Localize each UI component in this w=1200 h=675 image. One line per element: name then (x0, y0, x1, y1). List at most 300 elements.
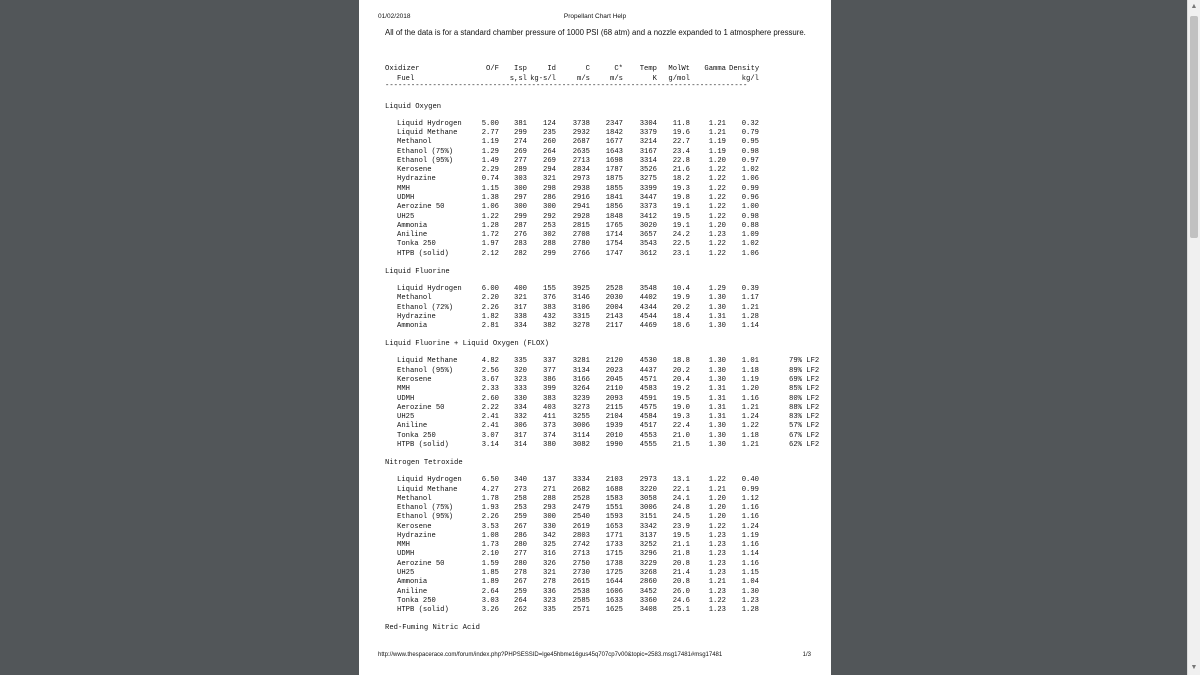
cell-gamma: 1.20 (708, 156, 726, 165)
cell-molwt: 21.1 (672, 541, 690, 550)
cell-density: 1.04 (741, 578, 759, 587)
cell-temp: 4555 (639, 440, 657, 449)
cell-isp: 314 (514, 440, 527, 449)
table-row (385, 485, 759, 495)
cell-temp: 3268 (639, 569, 657, 578)
scrollbar-thumb[interactable] (1190, 16, 1198, 238)
cell-fuel: Ammonia (397, 322, 428, 331)
header-cstar-unit: m/s (610, 74, 623, 83)
cell-id: 235 (543, 129, 556, 138)
table-row (385, 138, 759, 147)
cell-isp: 269 (514, 147, 527, 156)
cell-molwt: 22.8 (672, 156, 690, 165)
cell-cstar: 1754 (605, 240, 623, 249)
cell-id: 432 (543, 312, 556, 321)
cell-of: 3.03 (481, 596, 499, 605)
cell-molwt: 20.8 (672, 559, 690, 568)
cell-of: 2.64 (481, 587, 499, 596)
cell-id: 321 (543, 569, 556, 578)
table-row (385, 221, 759, 231)
cell-temp: 3304 (639, 119, 657, 128)
header-id: Id (547, 65, 556, 73)
cell-of: 2.12 (481, 249, 499, 258)
cell-cstar: 1787 (605, 166, 623, 175)
cell-molwt: 19.5 (672, 531, 690, 540)
cell-id: 253 (543, 221, 556, 230)
table-row (385, 422, 820, 431)
cell-isp: 277 (514, 550, 527, 559)
cell-c: 2780 (572, 240, 590, 249)
cell-molwt: 21.5 (672, 440, 690, 449)
cell-molwt: 21.8 (672, 550, 690, 559)
cell-temp: 3252 (639, 541, 657, 550)
cell-gamma: 1.29 (708, 285, 726, 293)
cell-c: 3264 (572, 385, 590, 394)
cell-temp: 3543 (639, 240, 657, 249)
cell-gamma: 1.23 (708, 550, 726, 559)
cell-temp: 2973 (639, 476, 657, 485)
cell-gamma: 1.30 (708, 366, 726, 375)
cell-temp: 4469 (639, 322, 657, 331)
cell-id: 325 (543, 541, 556, 550)
section-title: Liquid Fluorine (385, 268, 450, 276)
cell-fuel: Tonka 250 (397, 431, 436, 440)
cell-of: 1.85 (481, 569, 499, 578)
cell-density: 0.88 (741, 221, 759, 230)
cell-molwt: 18.4 (672, 312, 690, 321)
header-c-unit: m/s (577, 74, 590, 83)
cell-c: 2730 (572, 569, 590, 578)
cell-of: 1.28 (481, 221, 499, 230)
cell-molwt: 19.9 (672, 294, 690, 303)
cell-temp: 4571 (639, 375, 657, 384)
cell-id: 321 (543, 175, 556, 184)
header-temp-unit: K (652, 74, 657, 83)
cell-id: 374 (543, 431, 556, 440)
cell-temp: 3006 (639, 504, 657, 513)
cell-c: 2916 (572, 194, 590, 203)
cell-temp: 4584 (639, 413, 657, 422)
table-row (385, 578, 759, 587)
cell-c: 3281 (572, 357, 590, 366)
cell-of: 2.20 (481, 294, 499, 303)
cell-temp: 3379 (639, 129, 657, 138)
cell-gamma: 1.23 (708, 606, 726, 615)
cell-temp: 3526 (639, 166, 657, 175)
cell-molwt: 23.9 (672, 522, 690, 531)
table-row (385, 240, 759, 249)
table-row (385, 303, 759, 313)
cell-density: 0.97 (741, 156, 759, 165)
table-row (385, 385, 820, 394)
header-isp-unit: s,sl (509, 74, 527, 83)
cell-isp: 330 (514, 394, 527, 403)
cell-molwt: 18.2 (672, 175, 690, 184)
cell-isp: 317 (514, 303, 527, 312)
cell-note: 89% LF2 (789, 366, 820, 375)
cell-density: 1.30 (741, 587, 759, 596)
cell-temp: 4575 (639, 403, 657, 412)
footer-url: http://www.thespacerace.com/forum/index.php?PHPSESSID=lge45hbme16gus45q707cp7v00&topic=2583.msg17481#msg17481 (378, 652, 723, 658)
cell-molwt: 23.4 (672, 147, 690, 156)
cell-isp: 300 (514, 203, 527, 212)
cell-id: 382 (543, 322, 556, 331)
cell-cstar: 1688 (605, 485, 623, 494)
table-row (385, 394, 820, 404)
table-row (385, 403, 820, 413)
cell-gamma: 1.30 (708, 294, 726, 303)
cell-isp: 323 (514, 375, 527, 384)
cell-cstar: 1593 (605, 513, 623, 522)
section-title: Liquid Oxygen (385, 102, 442, 111)
cell-temp: 3452 (639, 587, 657, 596)
table-row (385, 231, 759, 240)
cell-gamma: 1.31 (708, 403, 726, 412)
document-page (359, 0, 831, 675)
cell-cstar: 2120 (605, 357, 623, 366)
cell-of: 2.10 (481, 550, 499, 559)
table-row (385, 413, 820, 422)
cell-c: 3239 (572, 394, 590, 403)
table-row (385, 203, 759, 212)
cell-molwt: 24.2 (672, 231, 690, 240)
cell-density: 1.19 (741, 375, 759, 384)
cell-cstar: 1856 (605, 203, 623, 212)
cell-id: 260 (543, 138, 556, 147)
cell-temp: 3342 (639, 522, 657, 531)
cell-cstar: 2010 (605, 431, 623, 440)
cell-molwt: 11.8 (672, 119, 690, 128)
table-row (385, 294, 759, 303)
cell-density: 1.22 (741, 422, 759, 431)
cell-density: 1.16 (741, 394, 759, 403)
header-molwt: MolWt (668, 65, 690, 73)
table-sections (385, 102, 820, 634)
cell-isp: 320 (514, 366, 527, 375)
cell-isp: 278 (514, 569, 527, 578)
cell-c: 2682 (572, 485, 590, 494)
cell-c: 2615 (572, 578, 590, 587)
scroll-up-icon[interactable]: ▲ (1190, 3, 1198, 10)
cell-of: 3.07 (481, 431, 499, 440)
table-row (385, 166, 759, 175)
cell-id: 336 (543, 587, 556, 596)
cell-gamma: 1.30 (708, 322, 726, 331)
cell-isp: 333 (514, 385, 527, 394)
cell-id: 299 (543, 249, 556, 258)
cell-cstar: 2023 (605, 366, 623, 375)
cell-c: 3738 (572, 119, 590, 128)
cell-temp: 4530 (639, 357, 657, 366)
cell-density: 1.21 (741, 403, 759, 412)
cell-cstar: 1841 (605, 194, 623, 203)
cell-gamma: 1.23 (708, 587, 726, 596)
cell-molwt: 22.7 (672, 138, 690, 147)
cell-gamma: 1.20 (708, 494, 726, 503)
cell-molwt: 24.6 (672, 596, 690, 605)
cell-isp: 280 (514, 559, 527, 568)
cell-molwt: 18.8 (672, 357, 690, 366)
cell-of: 1.08 (481, 531, 499, 540)
cell-c: 3315 (572, 312, 590, 321)
cell-c: 3334 (572, 476, 590, 485)
cell-gamma: 1.22 (708, 596, 726, 605)
cell-temp: 3020 (639, 221, 657, 230)
cell-fuel: MMH (397, 385, 410, 394)
cell-cstar: 1848 (605, 212, 623, 221)
cell-c: 3082 (572, 440, 590, 449)
cell-of: 2.26 (481, 303, 499, 312)
cell-of: 3.67 (481, 375, 499, 384)
cell-note: 69% LF2 (789, 375, 820, 384)
cell-c: 2687 (572, 138, 590, 147)
cell-cstar: 1733 (605, 541, 623, 550)
cell-temp: 3229 (639, 559, 657, 568)
cell-of: 0.74 (481, 175, 499, 184)
cell-density: 1.15 (741, 569, 759, 578)
cell-fuel: Methanol (397, 494, 432, 503)
cell-molwt: 19.1 (672, 203, 690, 212)
cell-gamma: 1.23 (708, 569, 726, 578)
cell-isp: 338 (514, 312, 527, 321)
cell-density: 1.16 (741, 559, 759, 568)
cell-gamma: 1.30 (708, 357, 726, 366)
cell-of: 6.00 (481, 285, 499, 293)
cell-of: 1.19 (481, 138, 499, 147)
cell-fuel: Ethanol (72%) (397, 303, 454, 312)
table-row (385, 531, 759, 541)
cell-fuel: HTPB (solid) (397, 440, 449, 449)
cell-molwt: 21.0 (672, 431, 690, 440)
cell-id: 298 (543, 184, 556, 193)
cell-c: 3114 (572, 431, 590, 440)
cell-gamma: 1.30 (708, 440, 726, 449)
cell-fuel: Liquid Methane (397, 357, 458, 366)
cell-cstar: 1606 (605, 587, 623, 596)
cell-isp: 258 (514, 494, 527, 503)
cell-isp: 267 (514, 578, 527, 587)
cell-density: 0.32 (741, 119, 759, 128)
table-row (385, 357, 820, 366)
cell-of: 2.81 (481, 322, 499, 331)
cell-molwt: 21.4 (672, 569, 690, 578)
cell-molwt: 22.1 (672, 485, 690, 494)
cell-fuel: Ethanol (75%) (397, 147, 454, 156)
cell-cstar: 1714 (605, 231, 623, 240)
header-rule (385, 82, 748, 92)
cell-molwt: 21.6 (672, 166, 690, 175)
cell-c: 2803 (572, 531, 590, 540)
table-row (385, 375, 820, 385)
cell-temp: 3360 (639, 596, 657, 605)
cell-fuel: Ethanol (75%) (397, 504, 454, 513)
cell-fuel: Aerozine 50 (397, 403, 445, 412)
cell-c: 2742 (572, 541, 590, 550)
cell-molwt: 23.1 (672, 249, 690, 258)
cell-cstar: 1939 (605, 422, 623, 431)
table-row (385, 249, 759, 259)
cell-fuel: Hydrazine (397, 175, 436, 184)
table-row (385, 504, 759, 513)
cell-gamma: 1.22 (708, 240, 726, 249)
cell-density: 0.79 (741, 129, 759, 138)
section-title: Red-Fuming Nitric Acid (385, 624, 480, 633)
cell-fuel: Aniline (397, 231, 428, 240)
cell-gamma: 1.23 (708, 559, 726, 568)
cell-density: 1.14 (741, 322, 759, 331)
cell-fuel: Kerosene (397, 522, 432, 531)
cell-fuel: Ethanol (95%) (397, 156, 454, 165)
cell-isp: 400 (514, 285, 527, 293)
cell-density: 1.24 (741, 522, 759, 531)
cell-molwt: 19.2 (672, 385, 690, 394)
cell-isp: 303 (514, 175, 527, 184)
cell-gamma: 1.31 (708, 385, 726, 394)
cell-molwt: 26.0 (672, 587, 690, 596)
cell-of: 2.22 (481, 403, 499, 412)
cell-density: 1.19 (741, 531, 759, 540)
cell-id: 335 (543, 606, 556, 615)
cell-gamma: 1.23 (708, 541, 726, 550)
cell-cstar: 1765 (605, 221, 623, 230)
cell-of: 2.41 (481, 413, 499, 422)
cell-isp: 340 (514, 476, 527, 485)
intro-text: All of the data is for a standard chamber pressure of 1000 PSI (68 atm) and a nozzle expanded to 1 atmosphere pressure. (385, 28, 806, 37)
cell-density: 1.16 (741, 504, 759, 513)
vertical-scrollbar[interactable] (1187, 0, 1200, 675)
cell-fuel: UH25 (397, 212, 415, 221)
cell-fuel: MMH (397, 184, 410, 193)
cell-temp: 3399 (639, 184, 657, 193)
cell-molwt: 10.4 (672, 285, 690, 293)
cell-note: 80% LF2 (789, 394, 820, 403)
cell-of: 3.14 (481, 440, 499, 449)
table-row (385, 175, 759, 184)
cell-gamma: 1.22 (708, 175, 726, 184)
cell-fuel: Liquid Methane (397, 485, 458, 494)
cell-cstar: 1855 (605, 184, 623, 193)
cell-molwt: 13.1 (672, 476, 690, 485)
cell-of: 2.29 (481, 166, 499, 175)
cell-temp: 3220 (639, 485, 657, 494)
table-row (385, 541, 759, 550)
cell-density: 1.18 (741, 366, 759, 375)
cell-fuel: Ammonia (397, 221, 428, 230)
cell-id: 399 (543, 385, 556, 394)
cell-isp: 299 (514, 129, 527, 138)
header-cstar: C* (614, 65, 623, 73)
cell-cstar: 1747 (605, 249, 623, 258)
cell-cstar: 1875 (605, 175, 623, 184)
table-row (385, 285, 759, 294)
cell-cstar: 2347 (605, 119, 623, 128)
cell-isp: 280 (514, 541, 527, 550)
cell-density: 1.09 (741, 231, 759, 240)
cell-density: 1.20 (741, 385, 759, 394)
cell-cstar: 1551 (605, 504, 623, 513)
cell-cstar: 2045 (605, 375, 623, 384)
cell-cstar: 1738 (605, 559, 623, 568)
cell-cstar: 2030 (605, 294, 623, 303)
cell-c: 3273 (572, 403, 590, 412)
cell-isp: 317 (514, 431, 527, 440)
cell-id: 302 (543, 231, 556, 240)
cell-temp: 3296 (639, 550, 657, 559)
cell-temp: 4344 (639, 303, 657, 312)
cell-c: 2713 (572, 156, 590, 165)
cell-cstar: 2528 (605, 285, 623, 293)
cell-temp: 3548 (639, 285, 657, 293)
cell-isp: 253 (514, 504, 527, 513)
cell-of: 2.33 (481, 385, 499, 394)
cell-note: 79% LF2 (789, 357, 820, 366)
cell-temp: 4402 (639, 294, 657, 303)
cell-density: 1.23 (741, 596, 759, 605)
cell-density: 0.99 (741, 485, 759, 494)
cell-c: 3166 (572, 375, 590, 384)
cell-of: 1.15 (481, 184, 499, 193)
cell-temp: 4437 (639, 366, 657, 375)
cell-fuel: Liquid Hydrogen (397, 476, 462, 485)
cell-fuel: Methanol (397, 294, 432, 303)
cell-of: 1.78 (481, 494, 499, 503)
cell-id: 124 (543, 119, 556, 128)
cell-fuel: HTPB (solid) (397, 606, 449, 615)
cell-temp: 3373 (639, 203, 657, 212)
cell-c: 3106 (572, 303, 590, 312)
cell-density: 0.95 (741, 138, 759, 147)
cell-fuel: Liquid Hydrogen (397, 119, 462, 128)
cell-temp: 3167 (639, 147, 657, 156)
cell-cstar: 1725 (605, 569, 623, 578)
cell-of: 1.72 (481, 231, 499, 240)
cell-cstar: 1583 (605, 494, 623, 503)
scroll-down-icon[interactable]: ▼ (1190, 664, 1198, 671)
cell-density: 1.24 (741, 413, 759, 422)
cell-density: 0.96 (741, 194, 759, 203)
cell-of: 1.93 (481, 504, 499, 513)
cell-gamma: 1.31 (708, 312, 726, 321)
cell-id: 294 (543, 166, 556, 175)
cell-cstar: 1990 (605, 440, 623, 449)
cell-isp: 335 (514, 357, 527, 366)
cell-of: 1.89 (481, 578, 499, 587)
cell-id: 288 (543, 240, 556, 249)
cell-id: 316 (543, 550, 556, 559)
cell-of: 3.53 (481, 522, 499, 531)
cell-isp: 264 (514, 596, 527, 605)
header-gamma: Gamma (704, 65, 726, 73)
cell-density: 1.12 (741, 494, 759, 503)
cell-of: 1.38 (481, 194, 499, 203)
cell-molwt: 20.8 (672, 578, 690, 587)
cell-temp: 4591 (639, 394, 657, 403)
header-oxidizer: Oxidizer (385, 65, 420, 73)
cell-molwt: 19.8 (672, 194, 690, 203)
table-row (385, 129, 759, 138)
cell-gamma: 1.23 (708, 231, 726, 240)
cell-id: 278 (543, 578, 556, 587)
cell-density: 1.06 (741, 249, 759, 258)
cell-gamma: 1.30 (708, 303, 726, 312)
cell-molwt: 22.4 (672, 422, 690, 431)
cell-fuel: UH25 (397, 413, 415, 422)
cell-c: 2713 (572, 550, 590, 559)
cell-molwt: 20.2 (672, 366, 690, 375)
cell-isp: 381 (514, 119, 527, 128)
cell-of: 1.73 (481, 541, 499, 550)
cell-fuel: Liquid Methane (397, 129, 458, 138)
